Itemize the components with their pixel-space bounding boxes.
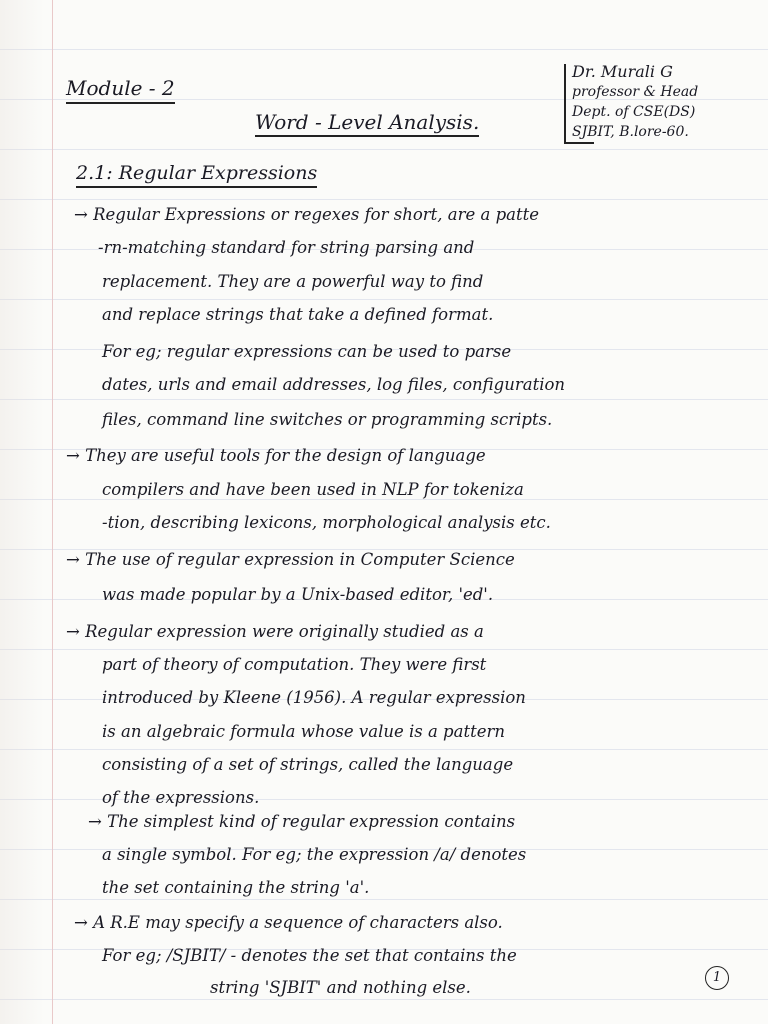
body-line: and replace strings that take a defined format. [102,305,494,324]
body-line: replacement. They are a powerful way to find [102,272,484,291]
body-line: is an algebraic formula whose value is a pattern [102,722,505,741]
body-line: consisting of a set of strings, called the language [102,755,514,774]
body-line: → Regular expression were originally studied as a [66,622,484,641]
author-block [564,58,760,146]
section-heading-text: 2.1: Regular Expressions [76,162,318,184]
body-line: files, command line switches or programming scripts. [102,410,553,429]
body-line: → The use of regular expression in Computer Science [66,550,515,569]
body-line: -rn-matching standard for string parsing and [98,238,475,257]
author-role: professor & Head [572,84,699,100]
author-bracket-line [564,64,566,142]
body-line: → They are useful tools for the design of language [66,446,486,465]
section-heading [76,162,317,184]
body-line: the set containing the string 'a'. [102,878,370,897]
module-heading [66,76,175,100]
author-name: Dr. Murali G [572,62,673,81]
section-underline [76,186,317,188]
author-bracket-foot [564,142,594,144]
body-line: introduced by Kleene (1956). A regular expression [102,688,526,707]
topic-heading-text: Word - Level Analysis. [255,110,480,134]
topic-underline [255,135,479,137]
margin-line [52,0,53,1024]
body-line: For eg; regular expressions can be used to parse [102,342,512,361]
body-line: → Regular Expressions or regexes for short, are a patte [74,205,540,224]
page-number: 1 [705,966,729,990]
author-dept: Dept. of CSE(DS) [572,104,696,120]
body-line: dates, urls and email addresses, log files, configuration [102,375,566,394]
body-line: -tion, describing lexicons, morphological analysis etc. [102,513,551,532]
body-line: was made popular by a Unix-based editor, 'ed'. [102,585,494,604]
body-line: a single symbol. For eg; the expression /a/ denotes [102,845,527,864]
body-line: part of theory of computation. They were first [102,655,487,674]
module-underline [66,102,175,104]
topic-heading [255,110,479,134]
module-heading-text: Module - 2 [66,76,175,100]
body-line: For eg; /SJBIT/ - denotes the set that contains the [102,946,517,965]
body-line: of the expressions. [102,788,260,807]
body-line: → A R.E may specify a sequence of characters also. [74,913,503,932]
body-line: compilers and have been used in NLP for tokeniza [102,480,524,499]
body-line: string 'SJBIT' and nothing else. [210,978,471,997]
author-institution: SJBIT, B.lore-60. [572,124,689,140]
body-line: → The simplest kind of regular expression contains [88,812,516,831]
page-edge-shadow [0,0,44,1024]
